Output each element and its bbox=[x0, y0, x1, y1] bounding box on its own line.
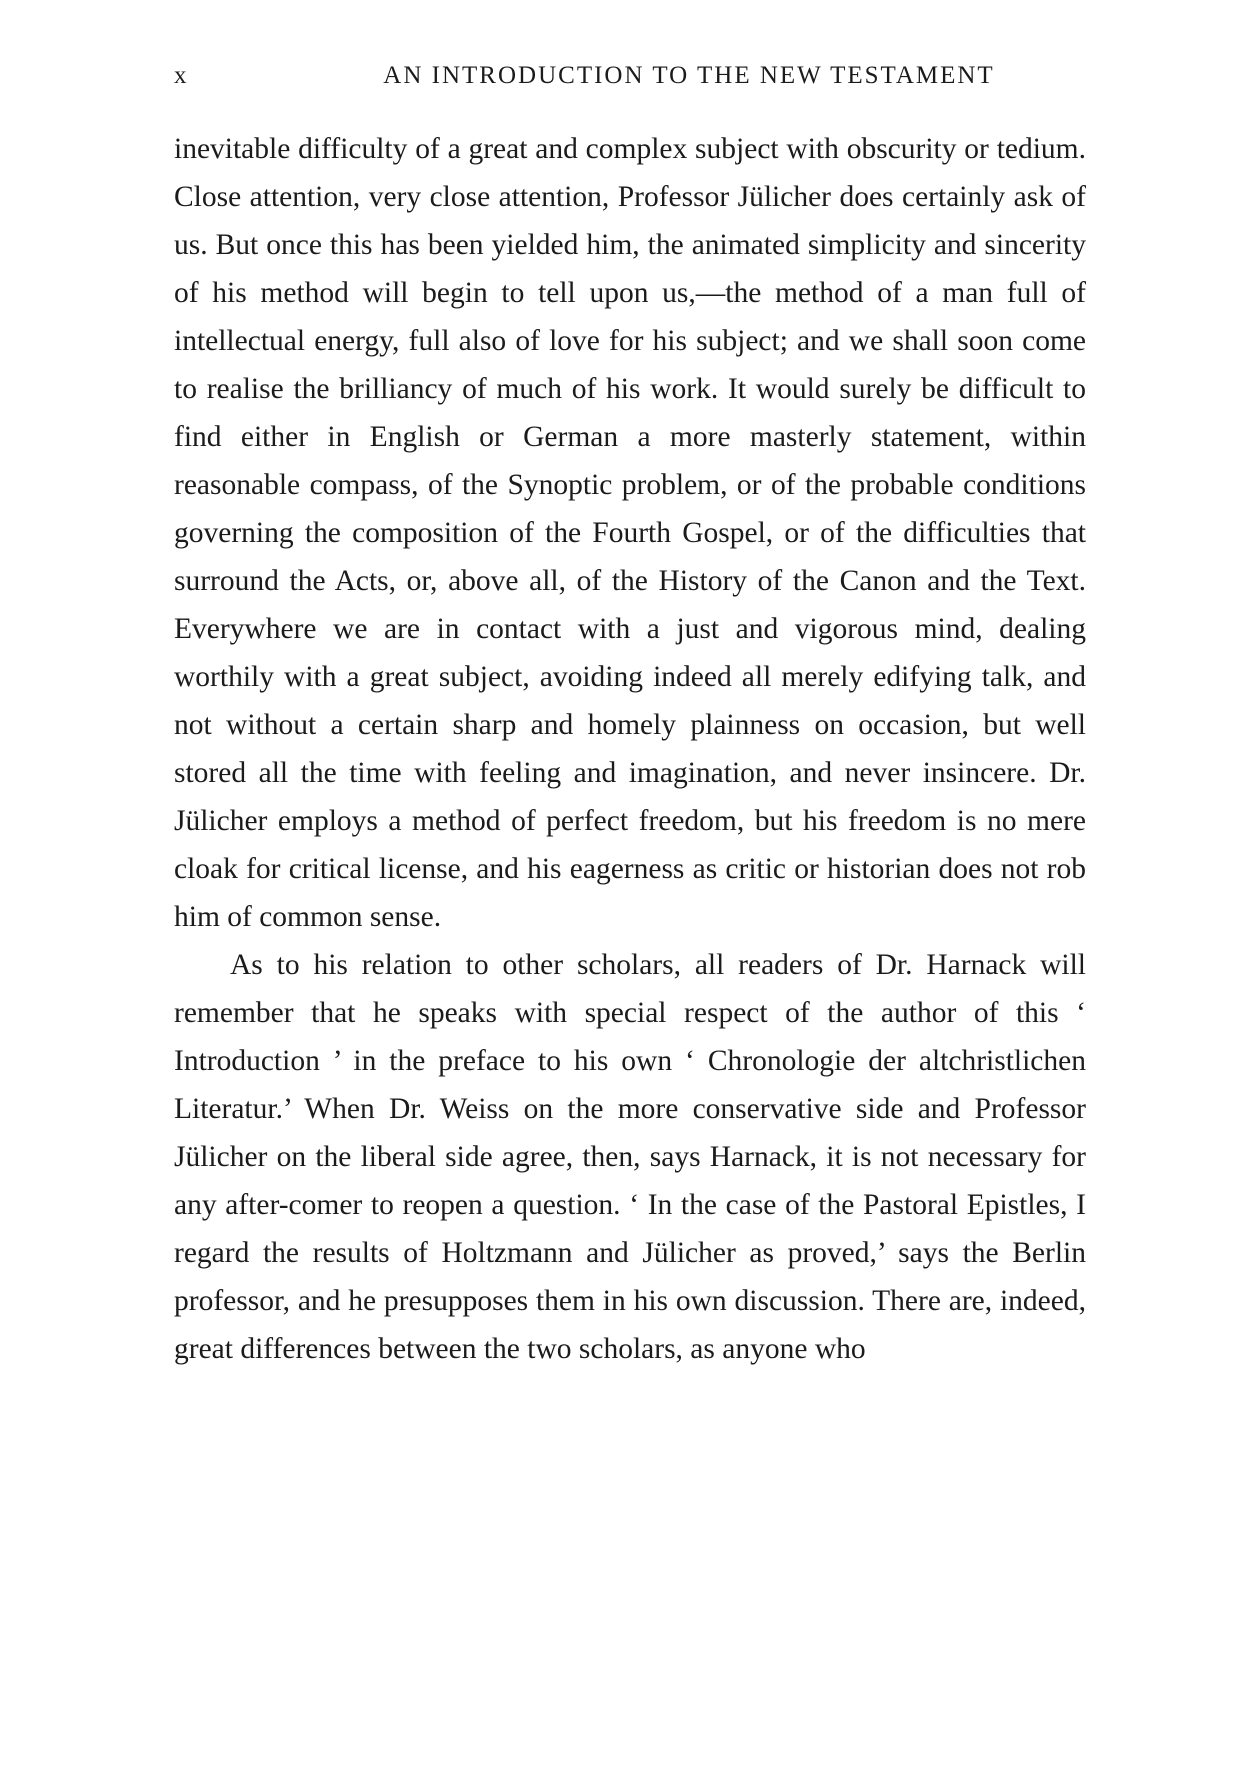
paragraph-continuation: inevitable difficulty of a great and complex subject with obscurity or tedium. Close attention, very close attention, Professor Jülicher does certainly ask of us. But once this has been yielded him, the animated simplicity and sincerity of his method will begin to tell upon us,—the method of a man full of intellectual energy, full also of love for his subject; and we shall soon come to realise the brilliancy of much of his work. It would surely be difficult to find either in English or German a more masterly statement, within reasonable compass, of the Synoptic problem, or of the probable conditions governing the composition of the Fourth Gospel, or of the difficulties that surround the Acts, or, above all, of the History of the Canon and the Text. Everywhere we are in contact with a just and vigorous mind, dealing worthily with a great subject, avoiding indeed all merely edifying talk, and not without a certain sharp and homely plainness on occasion, but well stored all the time with feeling and imagination, and never insincere. Dr. Jülicher employs a method of perfect freedom, but his freedom is no mere cloak for critical license, and his eagerness as critic or historian does not rob him of common sense. bbox=[174, 133, 1086, 933]
body-text bbox=[174, 125, 1086, 1373]
running-head bbox=[174, 62, 1086, 102]
paragraph-harnack: As to his relation to other scholars, all readers of Dr. Harnack will remember that he speaks with special respect of the author of this ‘ Introduction ’ in the preface to his own ‘ Chronologie der altchristlichen Literatur.’ When Dr. Weiss on the more conservative side and Professor Jülicher on the liberal side agree, then, says Harnack, it is not necessary for any after-comer to reopen a question. ‘ In the case of the Pastoral Epistles, I regard the results of Holtzmann and Jülicher as proved,’ says the Berlin professor, and he presupposes them in his own discussion. There are, indeed, great differences between the two scholars, as anyone who bbox=[174, 949, 1086, 1365]
running-title: AN INTRODUCTION TO THE NEW TESTAMENT bbox=[383, 62, 995, 89]
page-number: x bbox=[174, 62, 189, 89]
